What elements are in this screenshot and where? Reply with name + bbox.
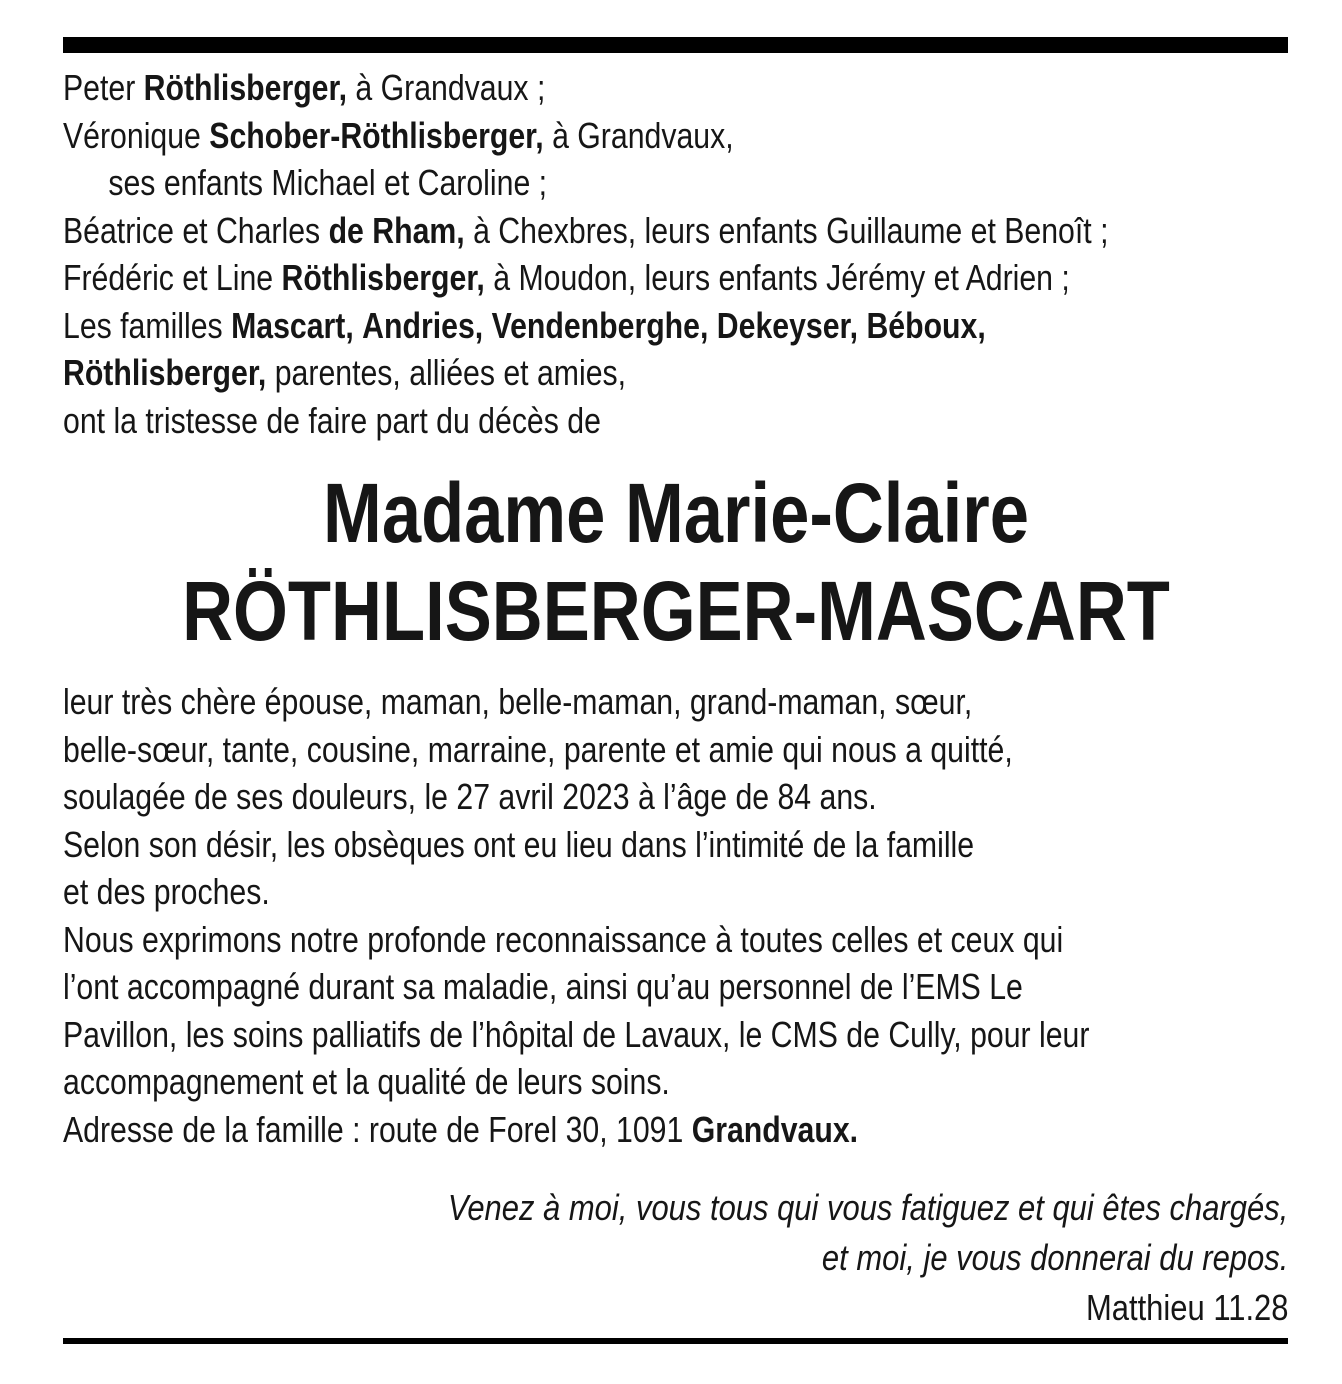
text-segment: Véronique — [63, 114, 210, 156]
text-segment — [483, 305, 491, 346]
family-name-bold: Röthlisberger, — [143, 67, 348, 108]
text-segment: parentes, alliées et amies, — [266, 352, 627, 393]
text-line — [63, 112, 1092, 160]
quote-attribution — [63, 1283, 1288, 1333]
text-line — [63, 916, 1092, 964]
text-segment: Selon son désir, les obsèques ont eu lieu dans l’intimité de la famille — [63, 823, 975, 865]
quote-line-1 — [63, 1183, 1288, 1233]
text-segment: Pavillon, les soins palliatifs de l’hôpital de Lavaux, le CMS de Cully, pour leur — [63, 1013, 1090, 1055]
text-segment: belle-sœur, tante, cousine, marraine, parente et amie qui nous a quitté, — [63, 728, 1013, 770]
text-segment: à Grandvaux ; — [347, 67, 546, 108]
text-line — [63, 349, 1092, 397]
notice-body — [63, 678, 1288, 1153]
text-segment: Adresse de la famille : route de Forel 30, 1091 — [63, 1108, 692, 1150]
text-line — [63, 773, 1092, 821]
text-line — [63, 1011, 1092, 1059]
family-name-bold: Béboux, — [866, 304, 986, 346]
bottom-divider — [63, 1338, 1288, 1344]
text-line — [63, 159, 1092, 207]
text-segment: accompagnement et la qualité de leurs soins. — [63, 1061, 670, 1102]
family-name-bold: Andries, — [362, 304, 484, 346]
family-name-bold: Schober-Röthlisberger, — [209, 114, 544, 156]
text-segment: Les familles — [63, 304, 232, 346]
quote-line-2 — [63, 1233, 1288, 1283]
family-name-bold: Röthlisberger, — [281, 257, 485, 298]
text-line — [63, 678, 1092, 726]
family-name-bold: Vendenberghe, — [491, 304, 709, 346]
bible-quote — [63, 1183, 1288, 1333]
text-segment: Nous exprimons notre profonde reconnaissance à toutes celles et ceux qui — [63, 918, 1064, 960]
quote-text-2: et moi, je vous donnerai du repos. — [821, 1237, 1288, 1278]
text-segment: à Moudon, leurs enfants Jérémy et Adrien ; — [484, 257, 1070, 298]
text-segment — [858, 305, 866, 346]
quote-text-1: Venez à moi, vous tous qui vous fatiguez et qui êtes chargés, — [447, 1187, 1288, 1228]
text-segment: et des proches. — [63, 871, 270, 912]
quote-attribution-text: Matthieu 11.28 — [1085, 1287, 1288, 1328]
text-line — [63, 1106, 1092, 1154]
text-segment: Frédéric et Line — [63, 257, 282, 298]
text-segment: Béatrice et Charles — [63, 209, 329, 251]
text-segment: soulagée de ses douleurs, le 27 avril 2023 à l’âge de 84 ans. — [63, 776, 877, 817]
text-segment: Peter — [63, 67, 144, 108]
text-segment: à Chexbres, leurs enfants Guillaume et Benoît ; — [464, 209, 1109, 251]
text-segment: leur très chère épouse, maman, belle-maman, grand-maman, sœur, — [63, 681, 973, 722]
family-name-bold: Mascart, — [231, 304, 354, 346]
text-line — [63, 64, 1092, 112]
text-line — [63, 397, 1092, 445]
family-name-bold: Röthlisberger, — [63, 352, 267, 393]
title-text-2: RÖTHLISBERGER-MASCART — [181, 564, 1170, 658]
text-line — [63, 302, 1092, 350]
title-line-2 — [63, 562, 1288, 660]
text-line — [63, 821, 1092, 869]
text-line — [63, 726, 1092, 774]
text-segment: ses enfants Michael et Caroline ; — [108, 162, 548, 203]
text-segment: à Grandvaux, — [543, 114, 734, 156]
deceased-name-title — [63, 464, 1288, 660]
text-segment — [354, 305, 362, 346]
text-line — [63, 207, 1109, 255]
top-divider — [63, 37, 1288, 53]
text-line — [63, 254, 1092, 302]
family-name-bold: Dekeyser, — [716, 304, 859, 346]
title-text-1: Madame Marie-Claire — [322, 466, 1029, 560]
text-line — [63, 868, 1092, 916]
family-intro — [63, 64, 1288, 444]
text-segment: ont la tristesse de faire part du décès de — [63, 399, 601, 441]
text-line — [63, 1058, 1092, 1106]
family-name-bold: Grandvaux. — [691, 1108, 859, 1150]
text-line — [63, 963, 1092, 1011]
notice-content — [63, 64, 1288, 1333]
title-line-1 — [63, 464, 1288, 562]
family-name-bold: de Rham, — [328, 209, 465, 251]
text-segment: l’ont accompagné durant sa maladie, ainsi qu’au personnel de l’EMS Le — [63, 966, 1023, 1007]
